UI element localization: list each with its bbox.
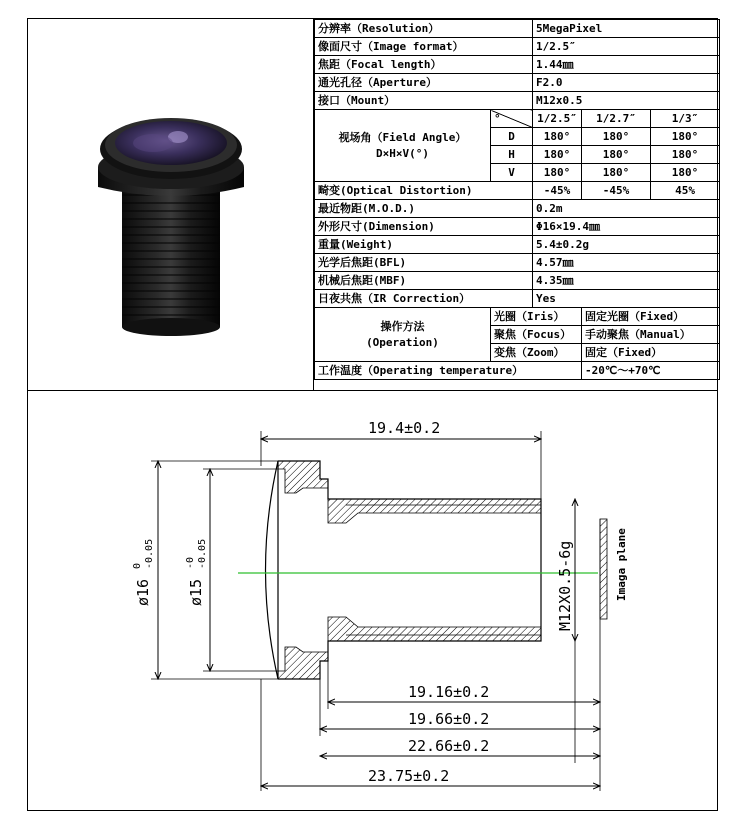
fov-corner-degree: ° (494, 111, 501, 125)
dim-diameter-inner-tol-upper: -0 (185, 556, 196, 569)
label-aperture: 通光孔径（Aperture） (315, 74, 533, 92)
operation-item-iris: 光圈（Iris） (491, 308, 582, 326)
value-bfl: 4.57㎜ (533, 254, 720, 272)
field-angle-line2: D×H×V(°) (376, 146, 429, 160)
spec-sheet (27, 18, 718, 811)
row-mount (315, 92, 720, 110)
row-resolution (315, 20, 720, 38)
operation-value-zoom: 固定（Fixed） (582, 344, 720, 362)
row-image-format (315, 38, 720, 56)
dim-bottom-2: 19.66±0.2 (408, 710, 490, 728)
lens-drawing-svg (28, 391, 717, 811)
row-mod (315, 200, 720, 218)
dim-diameter-outer (132, 461, 278, 679)
label-mbf: 机械后焦距(MBF) (315, 272, 533, 290)
value-dimension: Φ16×19.4㎜ (533, 218, 720, 236)
label-operation (315, 308, 491, 362)
fov-axis-d: D (491, 128, 533, 146)
label-temperature: 工作温度（Operating temperature） (315, 362, 582, 380)
fov-axis-h: H (491, 146, 533, 164)
dim-top-label: 19.4±0.2 (368, 419, 441, 437)
label-distortion: 畸变(Optical Distortion) (315, 182, 533, 200)
value-resolution: 5MegaPixel (533, 20, 720, 38)
value-mod: 0.2m (533, 200, 720, 218)
dim-diameter-outer-tol-upper: 0 (132, 562, 143, 569)
label-focal-length: 焦距（Focal length） (315, 56, 533, 74)
fov-h-2: 180° (582, 146, 651, 164)
value-mount: M12x0.5 (533, 92, 720, 110)
value-aperture: F2.0 (533, 74, 720, 92)
value-image-format: 1/2.5″ (533, 38, 720, 56)
row-temperature (315, 362, 720, 380)
row-operation-iris (315, 308, 720, 326)
operation-item-zoom: 变焦（Zoom） (491, 344, 582, 362)
fov-header-1: 1/2.5″ (533, 110, 582, 128)
operation-item-focus: 聚焦（Focus） (491, 326, 582, 344)
row-distortion (315, 182, 720, 200)
value-focal-length: 1.44㎜ (533, 56, 720, 74)
lens-section (266, 461, 542, 679)
distortion-3: 45% (651, 182, 720, 200)
fov-v-1: 180° (533, 164, 582, 182)
operation-line2: (Operation) (366, 335, 439, 349)
dim-diameter-inner-tol-lower: -0.05 (197, 538, 208, 569)
row-ir (315, 290, 720, 308)
operation-line1: 操作方法 (380, 319, 425, 333)
fov-d-2: 180° (582, 128, 651, 146)
row-aperture (315, 74, 720, 92)
fov-d-1: 180° (533, 128, 582, 146)
fov-h-1: 180° (533, 146, 582, 164)
value-weight: 5.4±0.2g (533, 236, 720, 254)
value-temperature: -20℃～+70℃ (582, 362, 720, 380)
fov-axis-v: V (491, 164, 533, 182)
row-dimension (315, 218, 720, 236)
dim-diameter-inner (185, 469, 278, 671)
row-mbf (315, 272, 720, 290)
label-mod: 最近物距(M.O.D.) (315, 200, 533, 218)
value-mbf: 4.35㎜ (533, 272, 720, 290)
label-image-format: 像面尺寸（Image format） (315, 38, 533, 56)
operation-value-focus: 手动聚焦（Manual） (582, 326, 720, 344)
value-ir: Yes (533, 290, 720, 308)
thread-lines (346, 499, 541, 641)
row-focal-length (315, 56, 720, 74)
dim-bottom-3: 22.66±0.2 (408, 737, 490, 755)
label-weight: 重量(Weight) (315, 236, 533, 254)
label-mount: 接口（Mount） (315, 92, 533, 110)
label-field-angle (315, 110, 491, 182)
fov-v-2: 180° (582, 164, 651, 182)
fov-v-3: 180° (651, 164, 720, 182)
lens-photo (28, 19, 314, 390)
label-dimension: 外形尺寸(Dimension) (315, 218, 533, 236)
lens-section-hatch (278, 461, 541, 679)
dim-diameter-outer-tol-lower: -0.05 (144, 538, 155, 569)
label-bfl: 光学后焦距(BFL) (315, 254, 533, 272)
fov-header-2: 1/2.7″ (582, 110, 651, 128)
fov-d-3: 180° (651, 128, 720, 146)
spec-table (314, 19, 720, 380)
image-plane (600, 519, 628, 791)
label-ir: 日夜共焦（IR Correction） (315, 290, 533, 308)
row-bfl (315, 254, 720, 272)
distortion-1: -45% (533, 182, 582, 200)
dim-diameter-inner-label: ø15 (187, 578, 205, 606)
image-plane-label: Imaga plane (615, 528, 628, 601)
distortion-2: -45% (582, 182, 651, 200)
row-fov-header (315, 110, 720, 128)
operation-value-iris: 固定光圈（Fixed） (582, 308, 720, 326)
label-resolution: 分辨率（Resolution） (315, 20, 533, 38)
dim-thread-label: M12X0.5-6g (556, 540, 574, 631)
lens-photo-cell (28, 19, 314, 390)
dim-bottom-4: 23.75±0.2 (368, 767, 450, 785)
field-angle-line1: 视场角（Field Angle） (338, 130, 467, 144)
fov-header-3: 1/3″ (651, 110, 720, 128)
dim-bottom-1: 19.16±0.2 (408, 683, 490, 701)
fov-corner (491, 110, 533, 128)
technical-drawing (28, 390, 717, 811)
dim-diameter-outer-label: ø16 (134, 578, 152, 606)
dim-thread (556, 499, 575, 641)
row-weight (315, 236, 720, 254)
fov-h-3: 180° (651, 146, 720, 164)
